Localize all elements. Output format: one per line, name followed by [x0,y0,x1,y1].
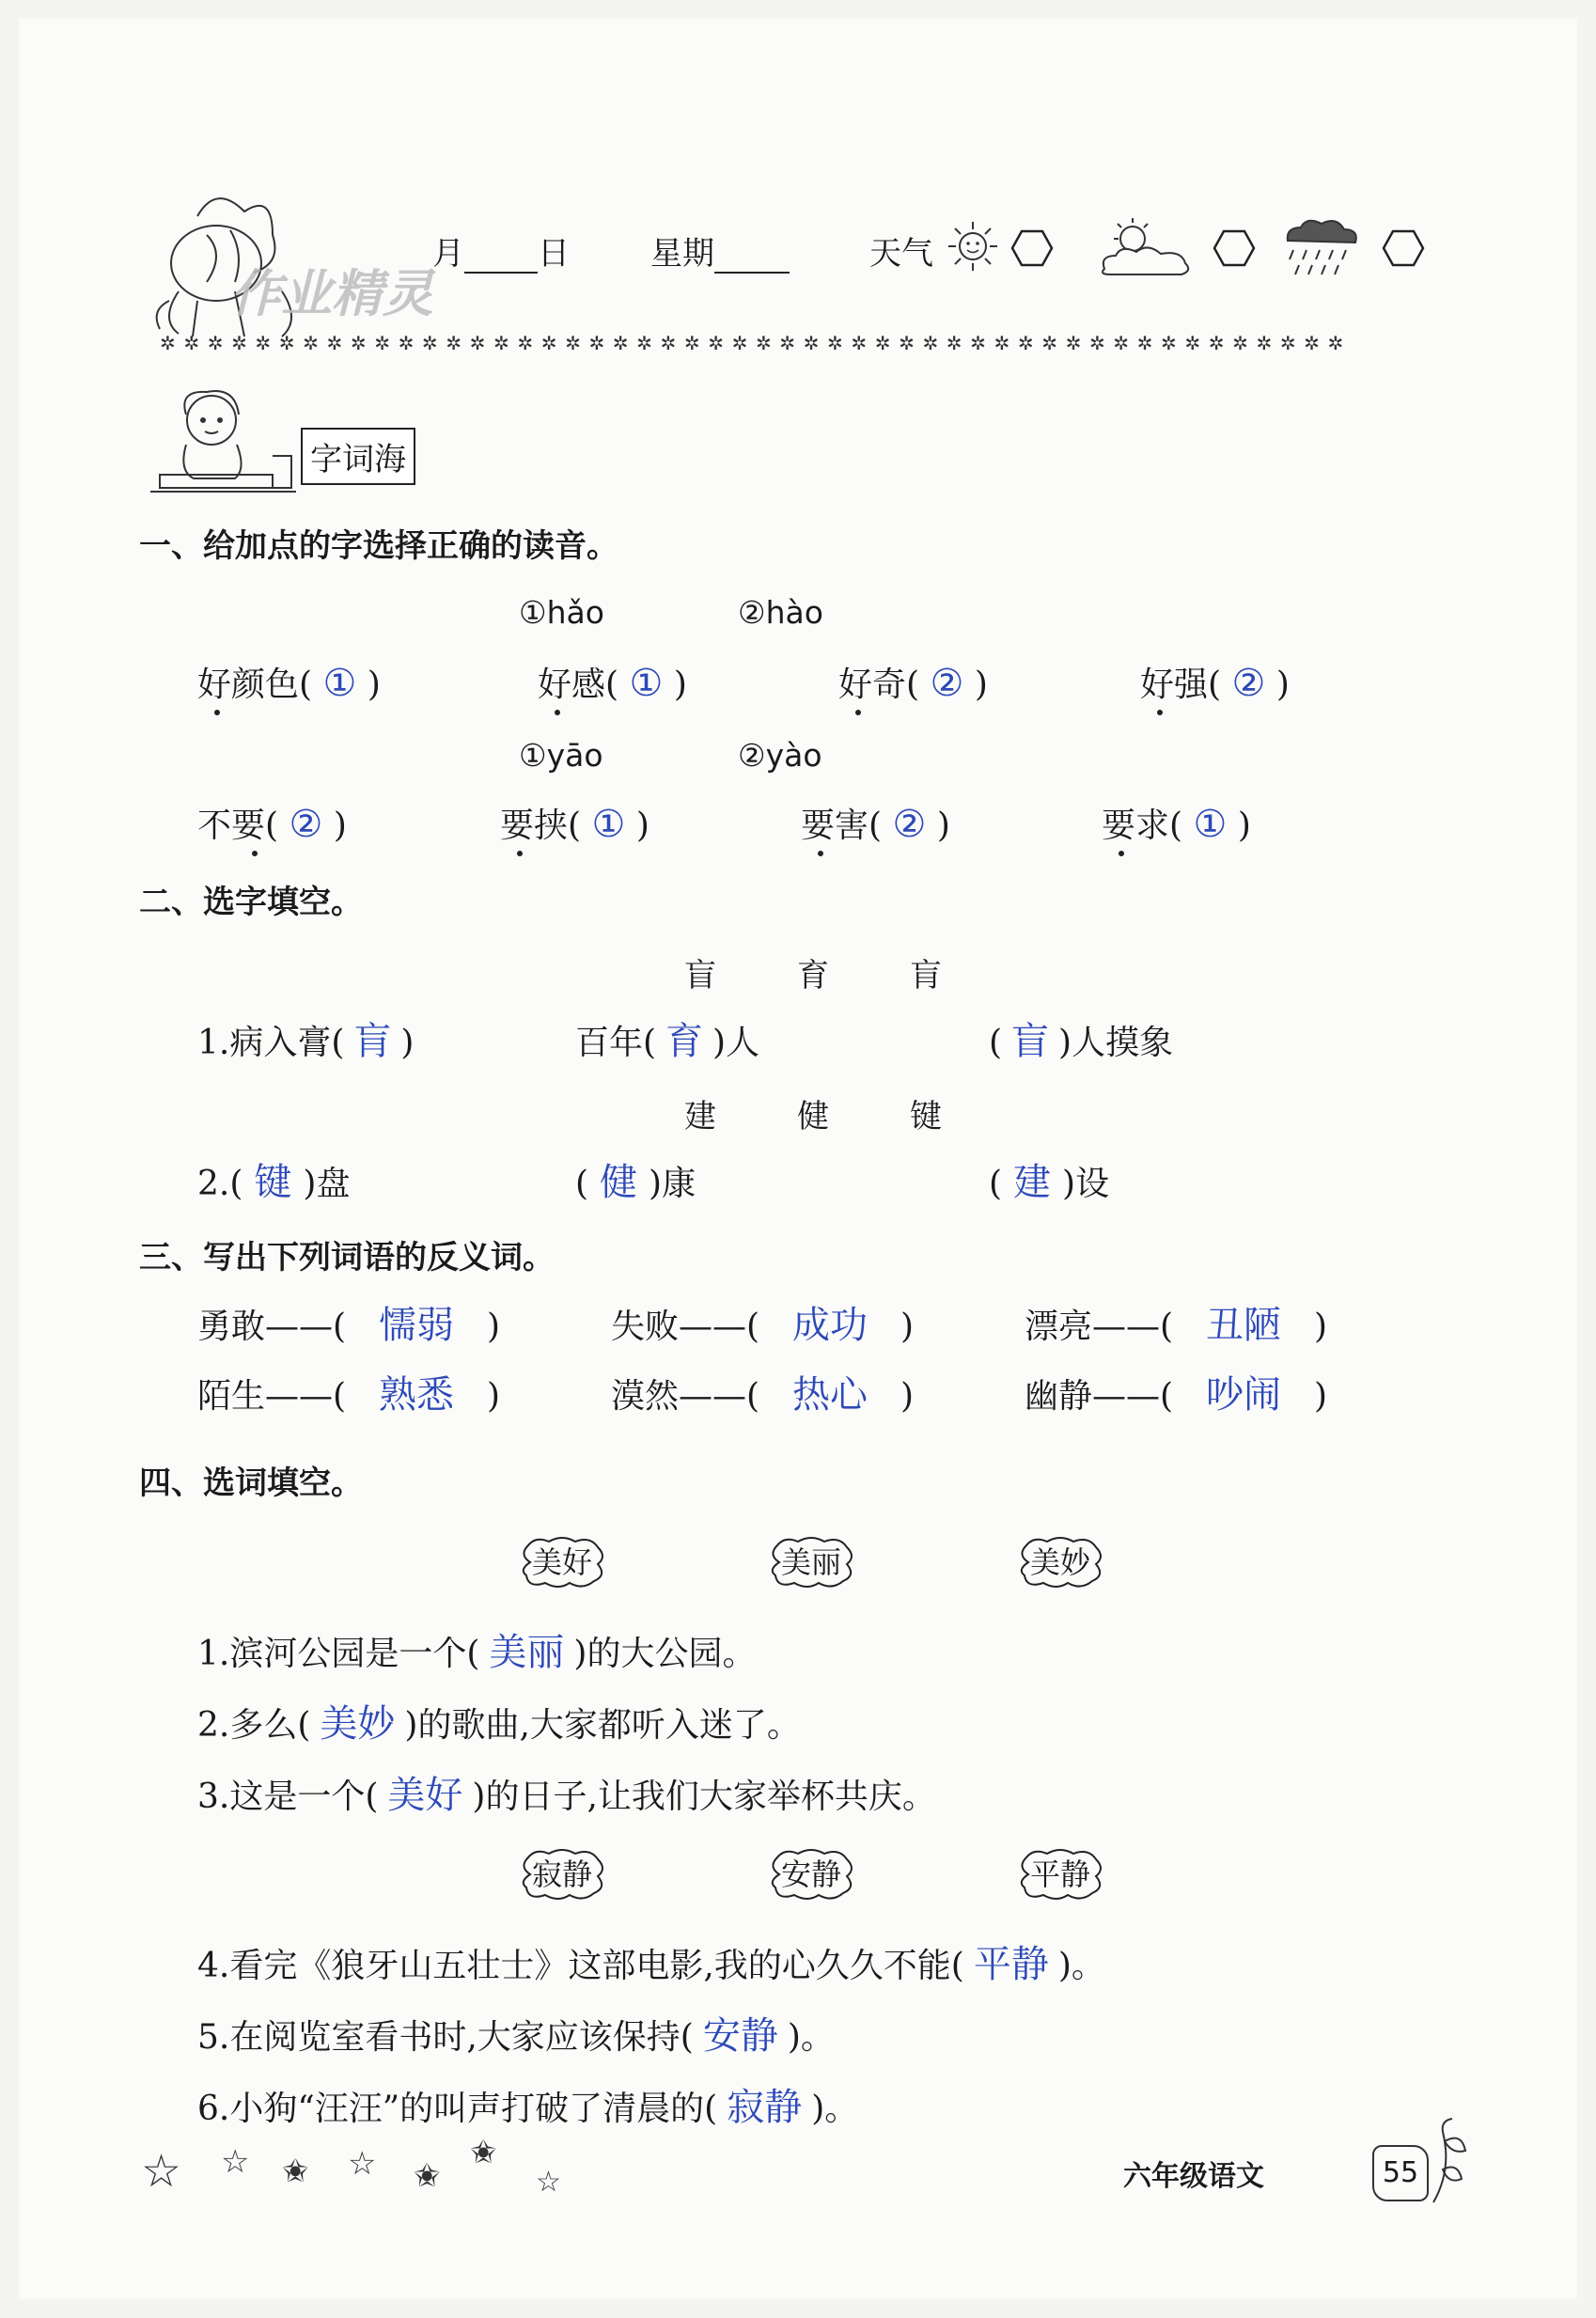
q2-post: )设 [1062,1165,1110,1203]
q2-answer[interactable]: 育 [665,1020,704,1063]
q3-answer[interactable]: 熟悉 [379,1373,455,1417]
q2-pre: 百年( [575,1024,657,1062]
cloudy-check-hexagon[interactable] [1213,229,1256,267]
q2-g2-item-3 [989,1152,1109,1206]
sentence-pre: 1.滨河公园是一个( [197,1635,480,1673]
q2-g1-option-1: 盲 [684,957,716,995]
rain-check-hexagon[interactable] [1382,229,1425,267]
leaf-vine-icon [1424,2113,1471,2207]
sunny-check-hexagon[interactable] [1010,229,1054,267]
footer-star-icon: ☆ [348,2145,377,2183]
q4-sentence-2 [197,1694,801,1747]
sentence-answer[interactable]: 美好 [387,1774,463,1817]
q3-word: 漂亮——( [1025,1308,1174,1346]
q2-g2-item-1 [197,1152,350,1206]
q1-g1-item-3 [838,658,988,706]
q1-answer[interactable]: ① [629,662,664,705]
q2-pre: 1.病入膏( [197,1024,345,1062]
q2-post: )盘 [303,1165,351,1203]
q1-word: 不要( [197,807,279,845]
q1-answer[interactable]: ② [1231,662,1266,705]
q3-word: 勇敢——( [197,1308,347,1346]
q1-answer[interactable]: ① [322,662,357,705]
q2-pre: 2.( [197,1165,243,1203]
q2-post: )康 [649,1165,696,1203]
q3-r2-item-1 [197,1365,500,1418]
q3-close: ) [487,1377,501,1416]
q2-post: )人摸象 [1058,1024,1174,1062]
q3-answer[interactable]: 成功 [792,1304,868,1347]
word-option: 安静 [780,1856,841,1892]
q1-g2-option-1: ①yāo [519,737,603,774]
q1-close: ) [936,807,950,845]
q2-g2-item-2 [575,1152,696,1206]
q3-answer[interactable]: 懦弱 [379,1304,455,1347]
word-option: 美好 [531,1544,592,1580]
q2-g2-option-2: 健 [797,1098,829,1136]
q3-word: 陌生——( [197,1377,347,1416]
sentence-answer[interactable]: 美妙 [320,1702,396,1746]
weekday-label: 星期 [650,235,714,273]
q2-pre: ( [989,1165,1003,1203]
q2-g1-item-1 [197,1011,414,1065]
q4-g1-word-2 [766,1534,856,1590]
rain-icon [1278,214,1363,290]
emphasis-dot [818,851,823,856]
watermark: 作业精灵 [230,264,433,323]
q1-word: 好强( [1140,666,1222,704]
q2-post: ) [400,1024,415,1062]
q1-g1-option-2: ②hào [738,594,823,631]
q2-post: )人 [712,1024,760,1062]
q3-r1-item-1 [197,1295,500,1349]
sentence-answer[interactable]: 安静 [702,2014,778,2058]
emphasis-dot [555,710,560,715]
emphasis-dot [1157,710,1163,715]
footer-star-icon: ✬ [282,2153,309,2190]
q1-g2-item-2 [500,799,649,847]
star-divider: ✲✲✲✲✲✲✲✲✲✲✲✲✲✲✲✲✲✲✲✲✲✲✲✲✲✲✲✲✲✲✲✲✲✲✲✲✲✲✲✲✲✲✲✲✲✲✲✲✲✲ [160,332,1352,354]
workbook-page [19,19,1577,2299]
q4-g2-word-3 [1015,1846,1105,1903]
q4-g1-word-1 [517,1534,607,1590]
day-blank[interactable] [464,243,538,274]
q4-sentence-5 [197,2006,835,2060]
q1-word: 好颜色( [197,666,313,704]
word-option: 美丽 [780,1544,841,1580]
footer-star-icon: ☆ [141,2145,182,2198]
q3-close: ) [1314,1308,1328,1346]
sentence-pre: 2.多么( [197,1706,311,1745]
q3-title: 三、写出下列词语的反义词。 [139,1239,555,1276]
q3-r2-item-3 [1025,1365,1327,1418]
q3-word: 漠然——( [611,1377,760,1416]
sentence-answer[interactable]: 美丽 [489,1631,565,1674]
cloudy-icon [1095,214,1198,280]
q2-g2-option-1: 建 [684,1098,716,1136]
q3-close: ) [900,1308,915,1346]
q4-sentence-3 [197,1765,936,1819]
q1-close: ) [673,666,687,704]
sentence-pre: 3.这是一个( [197,1778,379,1816]
q2-answer[interactable]: 键 [254,1161,292,1204]
q4-g1-word-3 [1015,1534,1105,1590]
emphasis-dot [214,710,220,715]
q4-g2-word-1 [517,1846,607,1903]
page-number: 55 [1372,2145,1429,2201]
q3-close: ) [1314,1377,1328,1416]
sentence-post: )的歌曲,大家都听入迷了。 [404,1706,801,1745]
q1-g1-item-4 [1140,658,1290,706]
q4-sentence-4 [197,1934,1105,1988]
footer-star-icon: ☆ [221,2143,250,2181]
q4-sentence-1 [197,1622,756,1676]
weekday-blank[interactable] [714,243,790,274]
sentence-post: )的日子,让我们大家举杯共庆。 [472,1778,936,1816]
q1-g1-item-2 [538,658,687,706]
sun-icon [945,218,1001,274]
date-line [432,227,570,274]
q2-answer[interactable]: 健 [600,1161,638,1204]
sentence-pre: 5.在阅览室看书时,大家应该保持( [197,2018,694,2057]
q1-title: 一、给加点的字选择正确的读音。 [139,527,618,565]
month-label: 月 [432,235,464,273]
q1-g2-item-4 [1102,799,1251,847]
q2-g2-option-3: 键 [910,1098,942,1136]
weekday-line [650,227,790,274]
q1-close: ) [367,666,381,704]
q2-answer[interactable]: 肓 [353,1020,392,1063]
emphasis-dot [1119,851,1124,856]
word-option: 美妙 [1029,1544,1090,1580]
q4-g2-word-2 [766,1846,856,1903]
sentence-answer[interactable]: 寂静 [727,2086,803,2129]
q1-g1-item-1 [197,658,381,706]
footer-star-icon: ☆ [536,2166,561,2199]
sentence-post: )。 [811,2090,859,2128]
footer-star-icon: ✬ [414,2157,441,2195]
q1-g2-option-2: ②yào [738,737,822,774]
q2-answer[interactable]: 建 [1013,1161,1052,1204]
weather-label: 天气 [869,235,933,273]
q1-close: ) [333,807,347,845]
emphasis-dot [252,851,258,856]
girl-reading-illustration [141,381,301,498]
q1-word: 好感( [538,666,619,704]
emphasis-dot [855,710,861,715]
word-option: 平静 [1029,1856,1090,1892]
sentence-answer[interactable]: 平静 [973,1943,1049,1986]
sentence-post: )。 [1057,1947,1105,1985]
q4-sentence-6 [197,2077,858,2131]
q3-close: ) [487,1308,501,1346]
q1-answer[interactable]: ① [591,803,626,846]
q1-answer[interactable]: ① [1193,803,1228,846]
q1-g2-item-1 [197,799,347,847]
q2-g1-item-3 [989,1011,1173,1065]
q1-word: 好奇( [838,666,920,704]
day-label: 日 [538,235,570,273]
q3-word: 失败——( [611,1308,760,1346]
q1-word: 要害( [801,807,883,845]
q4-title: 四、选词填空。 [139,1464,363,1502]
q1-word: 要求( [1102,807,1183,845]
q2-title: 二、选字填空。 [139,884,363,921]
q2-answer[interactable]: 盲 [1011,1020,1050,1063]
q2-g1-option-2: 育 [797,957,829,995]
q1-g1-option-1: ①hǎo [519,594,604,631]
q3-close: ) [900,1377,915,1416]
section-box-title: 字词海 [301,428,415,485]
q2-pre: ( [575,1165,589,1203]
q3-answer[interactable]: 热心 [792,1373,868,1417]
q1-close: ) [1237,807,1251,845]
sentence-pre: 6.小狗“汪汪”的叫声打破了清晨的( [197,2090,718,2128]
emphasis-dot [517,851,523,856]
grade-subject: 六年级语文 [1123,2160,1264,2193]
q1-word: 要挟( [500,807,582,845]
q3-r2-item-2 [611,1365,914,1418]
q1-answer[interactable]: ② [892,803,927,846]
q3-word: 幽静——( [1025,1377,1174,1416]
q3-r1-item-3 [1025,1295,1327,1349]
q1-close: ) [635,807,649,845]
word-option: 寂静 [531,1856,592,1892]
q2-g1-item-2 [575,1011,759,1065]
q1-g2-item-3 [801,799,950,847]
sentence-pre: 4.看完《狼牙山五壮士》这部电影,我的心久久不能( [197,1947,964,1985]
q3-r1-item-2 [611,1295,914,1349]
sentence-post: )的大公园。 [573,1635,757,1673]
q1-answer[interactable]: ② [289,803,323,846]
footer-star-icon: ✬ [470,2134,497,2171]
q2-g1-option-3: 肓 [910,957,942,995]
q3-answer[interactable]: 丑陋 [1206,1304,1282,1347]
sentence-post: )。 [787,2018,835,2057]
q1-answer[interactable]: ② [930,662,964,705]
q3-answer[interactable]: 吵闹 [1206,1373,1282,1417]
q1-close: ) [974,666,988,704]
q1-close: ) [1275,666,1290,704]
q2-pre: ( [989,1024,1003,1062]
